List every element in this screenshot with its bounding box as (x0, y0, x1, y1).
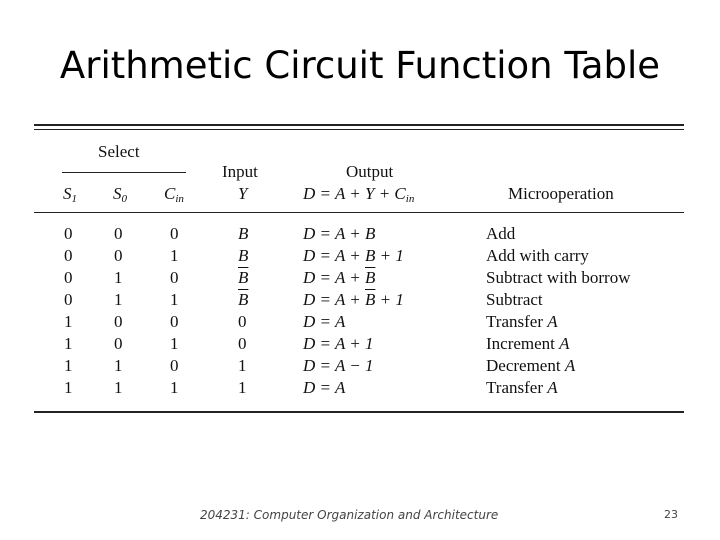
cell-cin: 0 (170, 268, 179, 287)
cell-s1: 0 (64, 290, 73, 309)
col-y: Y (238, 184, 248, 203)
header-rule (34, 212, 684, 213)
col-output-formula: $D = A + Y + C_{in}$ (303, 184, 415, 205)
cell-s0: 1 (114, 356, 123, 375)
function-table (34, 124, 684, 414)
cell-output (303, 268, 375, 288)
cell-s0: 1 (114, 290, 123, 309)
cell-output (303, 378, 345, 398)
microop-label: Add (486, 224, 516, 243)
select-underline (62, 172, 186, 173)
col-cin: $C_{in}$ (164, 184, 184, 205)
cell-output (303, 312, 345, 332)
cell-microoperation (486, 378, 558, 398)
cell-microoperation (486, 224, 515, 244)
cell-microoperation (486, 356, 575, 376)
cell-microoperation (486, 246, 589, 266)
cell-microoperation (486, 290, 543, 310)
output-part-a: D = A (303, 378, 346, 397)
cell-microoperation (486, 334, 570, 354)
cell-output (303, 356, 374, 376)
cell-output (303, 224, 375, 244)
cell-microoperation (486, 268, 630, 288)
header-output: Output (346, 162, 394, 181)
col-s1: $S_1$ (63, 184, 77, 205)
table-top-rule (34, 124, 684, 126)
cell-s1: 1 (64, 378, 73, 397)
cell-cin: 0 (170, 312, 179, 331)
output-part-c: + 1 (375, 290, 404, 309)
cell-y: 0 (238, 334, 247, 353)
cell-output (303, 290, 404, 310)
cell-y: $\overline{B}$ (238, 290, 249, 309)
header-input: Input (222, 162, 258, 181)
cell-s1: 1 (64, 334, 73, 353)
cell-y: $\overline{B}$ (238, 268, 249, 287)
cell-y: B (238, 224, 249, 243)
output-part-a: D = A + (303, 290, 365, 309)
output-part-a: D = A − 1 (303, 356, 374, 375)
microop-variable: A (564, 356, 576, 375)
table-top-rule-2 (34, 129, 684, 130)
microop-variable: A (547, 312, 558, 331)
cell-s0: 1 (114, 378, 123, 397)
cell-s0: 1 (114, 268, 123, 287)
output-part-a: D = A + 1 (303, 334, 374, 353)
cell-cin: 1 (170, 290, 179, 309)
table-bottom-rule (34, 411, 684, 413)
output-part-a: D = A + (303, 268, 365, 287)
output-part-c: + 1 (375, 246, 404, 265)
header-select: Select (98, 142, 140, 161)
col-microoperation: Microoperation (508, 184, 614, 203)
cell-y: B (238, 246, 249, 265)
cell-s1: 0 (64, 224, 73, 243)
output-part-b: $\overline{B}$ (365, 268, 376, 287)
microop-variable: A (559, 334, 570, 353)
microop-label: Transfer (486, 378, 548, 397)
microop-label: Decrement (486, 356, 565, 375)
output-part-a: D = A + (303, 246, 365, 265)
col-s0: $S_0$ (113, 184, 127, 205)
cell-s1: 1 (64, 356, 73, 375)
cell-output (303, 246, 404, 266)
cell-y: 1 (238, 356, 247, 375)
cell-y: 0 (238, 312, 247, 331)
cell-s0: 0 (114, 312, 123, 331)
slide-title: Arithmetic Circuit Function Table (59, 44, 661, 87)
microop-label: Transfer (486, 312, 548, 331)
cell-s0: 0 (114, 334, 123, 353)
cell-cin: 1 (170, 378, 179, 397)
output-part-b: $\overline{B}$ (365, 290, 376, 309)
microop-variable: A (547, 378, 558, 397)
microop-label: Subtract with borrow (486, 268, 631, 287)
output-part-b: B (365, 246, 376, 265)
cell-s1: 0 (64, 268, 73, 287)
cell-output (303, 334, 374, 354)
cell-microoperation (486, 312, 558, 332)
microop-label: Increment (486, 334, 560, 353)
output-part-a: D = A (303, 312, 346, 331)
cell-cin: 0 (170, 356, 179, 375)
microop-label: Subtract (486, 290, 543, 309)
cell-s1: 1 (64, 312, 73, 331)
cell-s0: 0 (114, 246, 123, 265)
cell-cin: 0 (170, 224, 179, 243)
microop-label: Add with carry (486, 246, 589, 265)
cell-s1: 0 (64, 246, 73, 265)
cell-y: 1 (238, 378, 247, 397)
footer-course: 204231: Computer Organization and Architecture (200, 508, 499, 522)
page-number: 23 (664, 508, 678, 521)
output-part-b: B (365, 224, 376, 243)
output-part-a: D = A + (303, 224, 365, 243)
cell-s0: 0 (114, 224, 123, 243)
cell-cin: 1 (170, 246, 179, 265)
cell-cin: 1 (170, 334, 179, 353)
